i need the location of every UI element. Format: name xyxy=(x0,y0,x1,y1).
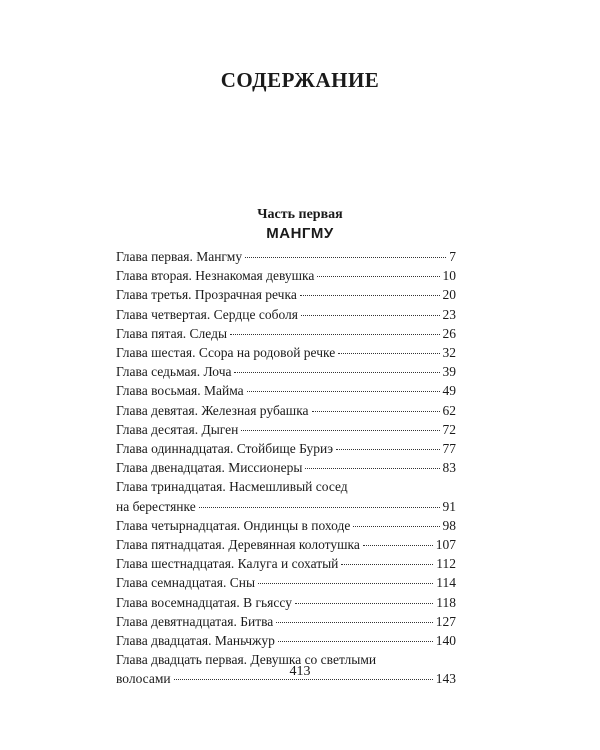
dot-leader xyxy=(241,430,439,431)
toc-entry xyxy=(116,305,456,324)
dot-leader xyxy=(341,564,433,565)
toc-entry xyxy=(116,362,456,381)
toc-entry-title: Глава пятая. Следы xyxy=(116,325,228,341)
toc-entry-page: 98 xyxy=(442,517,456,533)
toc-entry xyxy=(116,573,456,592)
toc-entry xyxy=(116,535,456,554)
toc-entry-page: 83 xyxy=(442,460,456,476)
toc-entry xyxy=(116,343,456,362)
toc-entry xyxy=(116,401,456,420)
toc-entry-page: 49 xyxy=(442,383,456,399)
dot-leader xyxy=(301,315,440,316)
toc-entry-page: 143 xyxy=(435,671,456,687)
toc-entry xyxy=(116,458,456,477)
dot-leader xyxy=(234,372,439,373)
dot-leader xyxy=(230,334,439,335)
toc-entry-page: 140 xyxy=(435,633,456,649)
toc-entry-title: Глава двенадцатая. Миссионеры xyxy=(116,460,303,476)
toc-entry-title: Глава двадцатая. Маньчжур xyxy=(116,633,275,649)
toc-entry-title: Глава девятнадцатая. Битва xyxy=(116,613,274,629)
dot-leader xyxy=(300,295,440,296)
toc-entry-page: 72 xyxy=(442,421,456,437)
dot-leader xyxy=(336,449,439,450)
toc-entry-page: 26 xyxy=(442,325,456,341)
dot-leader xyxy=(199,507,440,508)
toc-entry-page: 118 xyxy=(436,594,456,610)
dot-leader xyxy=(305,468,439,469)
part-name: МАНГМУ xyxy=(266,225,334,242)
toc-entry-title: Глава восемнадцатая. В гьяссу xyxy=(116,594,292,610)
toc-entry-title: Глава шестнадцатая. Калуга и сохатый xyxy=(116,556,339,572)
toc-entry xyxy=(116,612,456,631)
dot-leader xyxy=(312,411,440,412)
toc-entry-page: 77 xyxy=(442,441,456,457)
dot-leader xyxy=(245,257,446,258)
toc-entry-title: Глава четвертая. Сердце соболя xyxy=(116,306,298,322)
toc-entry-title: Глава восьмая. Майма xyxy=(116,383,244,399)
toc-entry-title: Глава десятая. Дыген xyxy=(116,421,239,437)
toc-entry-page: 23 xyxy=(442,306,456,322)
toc-entry xyxy=(116,247,456,266)
toc-entry-page: 91 xyxy=(442,498,456,514)
toc-entry-title: Глава двадцать первая. Девушка со светлыми xyxy=(116,652,377,668)
toc-entry-page: 127 xyxy=(435,613,456,629)
toc-entry-title-continued: волосами xyxy=(116,671,171,687)
part-label: Часть первая xyxy=(257,207,343,222)
toc-entry xyxy=(116,439,456,458)
toc-entry-title-continued: на берестянке xyxy=(116,498,196,514)
dot-leader xyxy=(363,545,433,546)
dot-leader xyxy=(338,353,439,354)
toc-entry-title: Глава семнадцатая. Сны xyxy=(116,575,256,591)
dot-leader xyxy=(295,603,433,604)
toc-entry xyxy=(116,516,456,535)
dot-leader xyxy=(247,391,440,392)
dot-leader xyxy=(317,276,439,277)
toc-entry-title: Глава вторая. Незнакомая девушка xyxy=(116,268,315,284)
toc-entry xyxy=(116,420,456,439)
toc-entry-title: Глава четырнадцатая. Ондинцы в походе xyxy=(116,517,351,533)
toc-entry xyxy=(116,477,456,515)
toc-entry-title: Глава третья. Прозрачная речка xyxy=(116,287,297,303)
toc-entry-page: 114 xyxy=(436,575,456,591)
dot-leader xyxy=(278,641,433,642)
toc-entry-title: Глава пятнадцатая. Деревянная колотушка xyxy=(116,537,360,553)
toc-entry-page: 112 xyxy=(436,556,456,572)
toc-entry-title: Глава девятая. Железная рубашка xyxy=(116,402,309,418)
toc-entry xyxy=(116,324,456,343)
toc-entry-page: 32 xyxy=(442,345,456,361)
toc-entry-title: Глава первая. Мангму xyxy=(116,249,243,264)
dot-leader xyxy=(276,622,432,623)
toc-entry-page: 7 xyxy=(449,249,456,264)
dot-leader xyxy=(258,583,433,584)
toc-entry xyxy=(116,285,456,304)
toc-entry xyxy=(116,554,456,573)
table-of-contents xyxy=(116,247,456,689)
toc-entry-page: 62 xyxy=(442,402,456,418)
toc-entry-title: Глава седьмая. Лоча xyxy=(116,364,232,380)
toc-entry-page: 20 xyxy=(442,287,456,303)
toc-entry-page: 10 xyxy=(442,268,456,284)
page-number: 413 xyxy=(289,664,311,679)
toc-entry-title: Глава тринадцатая. Насмешливый сосед xyxy=(116,479,348,495)
toc-entry-title: Глава шестая. Ссора на родовой речке xyxy=(116,345,336,361)
toc-entry-title: Глава одиннадцатая. Стойбище Буриэ xyxy=(116,441,334,457)
toc-entry xyxy=(116,631,456,650)
page-title: СОДЕРЖАНИЕ xyxy=(220,68,380,92)
toc-entry xyxy=(116,381,456,400)
toc-entry xyxy=(116,593,456,612)
dot-leader xyxy=(353,526,439,527)
toc-entry xyxy=(116,266,456,285)
toc-entry-page: 107 xyxy=(435,537,456,553)
toc-entry-page: 39 xyxy=(442,364,456,380)
